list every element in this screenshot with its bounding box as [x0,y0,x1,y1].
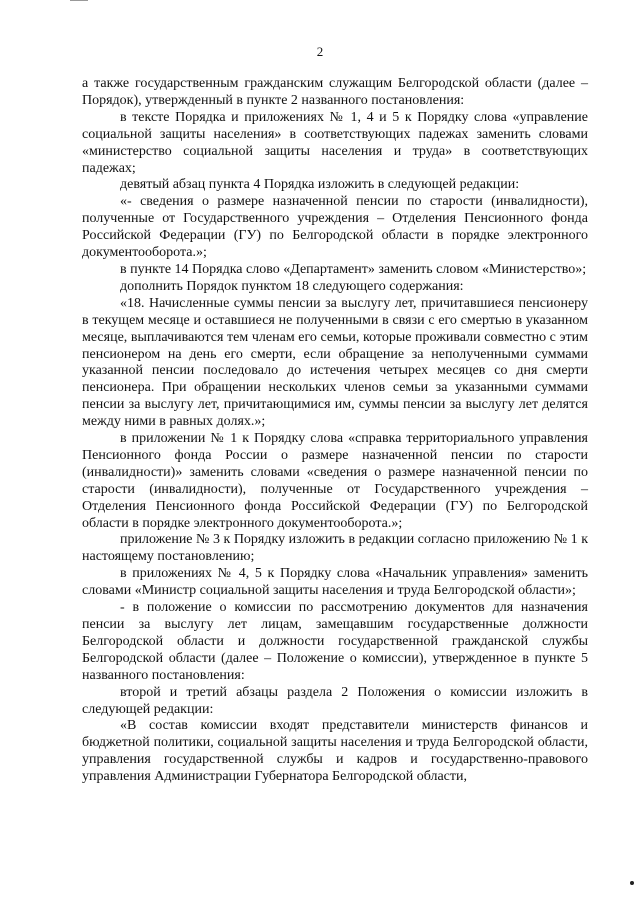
paragraph: - в положение о комиссии по рассмотрению документов для назначения пенсии за выслугу лет лицам, замещавшим государственные должности Белгородской области и должности государственной гражданской службы Белгородской области (далее – Положение о комиссии), утвержденное в пункте 5 названного постановления: [82,600,588,683]
paragraph: девятый абзац пункта 4 Порядка изложить в следующей редакции: [120,177,520,193]
paragraph: в пункте 14 Порядка слово «Департамент» заменить словом «Министерство»; [120,261,587,277]
paragraph: второй и третий абзацы раздела 2 Положения о комиссии изложить в следующей редакции: [82,684,588,717]
paragraph: дополнить Порядок пунктом 18 следующего содержания: [120,278,464,294]
paragraph: «- сведения о размере назначенной пенсии по старости (инвалидности), полученные от Государственного учреждения – Отделения Пенсионного фонда Российской Федерации (ГУ) по Белгородской области в порядке электронного документооборота.»; [82,194,588,261]
paragraph: в приложениях № 4, 5 к Порядку слова «Начальник управления» заменить словами «Министр социальной защиты населения и труда Белгородской области»; [82,566,588,599]
document-body [82,76,588,786]
paragraph: в тексте Порядка и приложениях № 1, 4 и 5 к Порядку слова «управление социальной защиты населения» в соответствующих падежах заменить словами «министерство социальной защиты населения и труда» в соответствующих падежах; [82,109,588,176]
paragraph: в приложении № 1 к Порядку слова «справка территориального управления Пенсионного фонда России о размере назначенной пенсии по старости (инвалидности)» заменить словами «сведения о размере назначенной пенсии по старости (инвалидности), полученные от Государственного учреждения – Отделения Пенсионного фонда Российской Федерации (ГУ) по Белгородской области в порядке электронного документооборота.»; [82,431,588,531]
paragraph-continuation: а также государственным гражданским служащим Белгородской области (далее – Порядок), утвержденный в пункте 2 названного постановления: [82,76,588,108]
scan-artifact-top [70,0,88,1]
scan-artifact-dot [630,881,634,885]
paragraph: «В состав комиссии входят представители министерств финансов и бюджетной политики, социальной защиты населения и труда Белгородской области, управления государственной службы и кадров и государственно-правового управления Администрации Губернатора Белгородской области, [82,718,588,785]
paragraph: «18. Начисленные суммы пенсии за выслугу лет, причитавшиеся пенсионеру в текущем месяце и оставшиеся не полученными в связи с его смертью в указанном месяце, выплачиваются тем членам его семьи, которые проживали совместно с этим пенсионером на день его смерти, если обращение за неполученными суммами указанной пенсии последовало до истечения четырех месяцев со дня смерти пенсионера. При обращении нескольких членов семьи за указанными суммами пенсии за выслугу лет, причитающимися им, суммы пенсии за выслугу лет делятся между ними в равных долях.»; [82,295,588,430]
paragraph: приложение № 3 к Порядку изложить в редакции согласно приложению № 1 к настоящему постановлению; [82,532,588,565]
page-number: 2 [316,44,324,59]
